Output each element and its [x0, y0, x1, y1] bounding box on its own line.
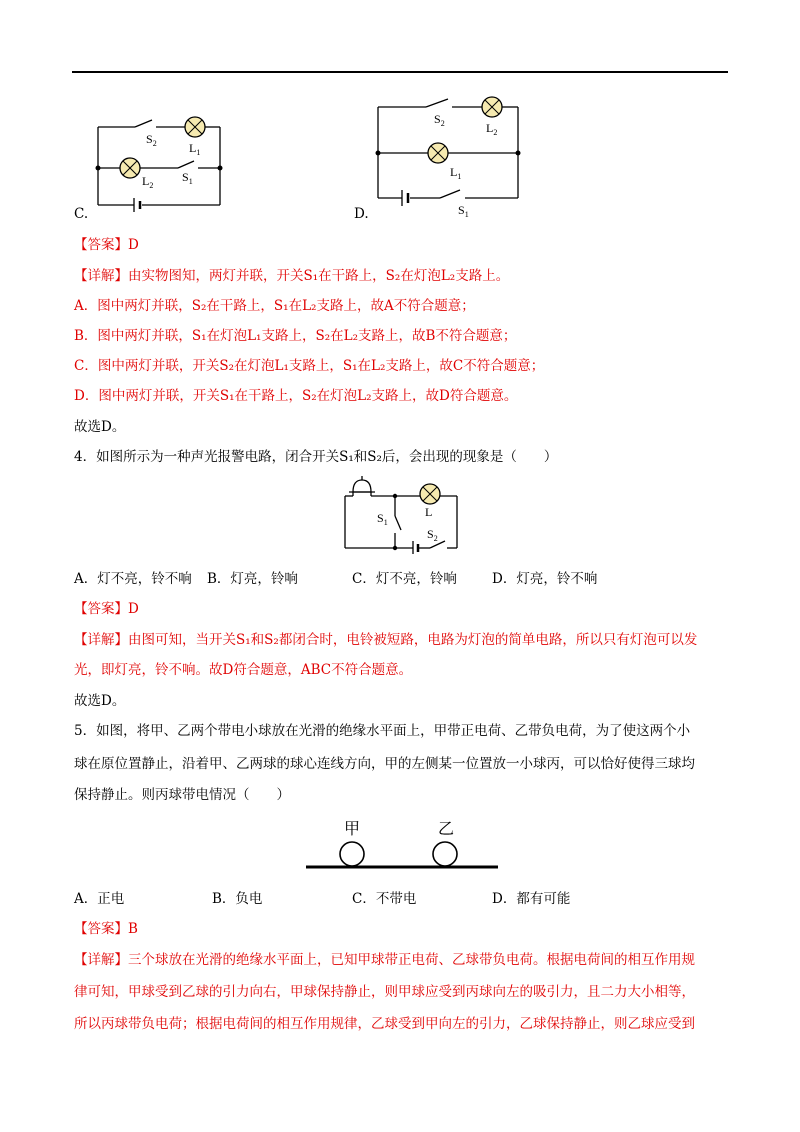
circuit-figure-d — [370, 90, 530, 220]
q5-option-a[interactable]: A．正电 — [74, 891, 125, 907]
q4-conclusion: 故选D。 — [74, 693, 126, 709]
label-yi: 乙 — [438, 821, 455, 838]
label-jia: 甲 — [344, 821, 361, 838]
q5-answer: 【答案】B — [74, 921, 138, 937]
q4-detail-line-2: 光，即灯亮，铃不响。故D符合题意，ABC不符合题意。 — [74, 662, 413, 678]
label-l1: $L_1$ — [189, 141, 201, 157]
label-l2: $L_2$ — [486, 121, 498, 137]
q4-option-b[interactable]: B．灯亮，铃响 — [207, 571, 298, 587]
q5-stem-line-2: 球在原位置静止，沿着甲、乙两球的球心连线方向，甲的左侧某一位置放一小球丙，可以恰好使得三球均 — [74, 756, 695, 772]
ball-jia — [340, 842, 364, 866]
q3-answer: 【答案】D — [74, 237, 139, 253]
q3-detail-line-a: A．图中两灯并联，S₂在干路上，S₁在L₂支路上，故A不符合题意； — [74, 298, 475, 314]
q5-stem-line-1: 5．如图，将甲、乙两个带电小球放在光滑的绝缘水平面上，甲带正电荷、乙带负电荷，为了使这两个小 — [74, 723, 691, 739]
circuit-figure-q4 — [335, 474, 465, 554]
label-l: L — [425, 505, 433, 519]
circuit-figure-c — [90, 110, 230, 215]
q5-stem-line-3: 保持静止。则丙球带电情况（ ） — [74, 787, 290, 803]
q5-option-d[interactable]: D．都有可能 — [492, 891, 571, 907]
label-l1: $L_1$ — [450, 165, 462, 181]
header-rule — [72, 71, 728, 73]
ball-yi — [433, 842, 457, 866]
label-s2: $S_2$ — [427, 527, 438, 543]
q5-option-b[interactable]: B．负电 — [212, 891, 263, 907]
q4-option-c[interactable]: C．灯不亮，铃响 — [352, 571, 457, 587]
option-d-label: D. — [354, 206, 369, 222]
label-s1: $S_1$ — [458, 203, 469, 219]
label-l2: $L_2$ — [142, 174, 154, 190]
q4-detail: 【详解】由图可知，当开关S₁和S₂都闭合时，电铃被短路，电路为灯泡的简单电路，所以只有灯泡可以发 — [74, 632, 698, 648]
q3-detail-line-b: B．图中两灯并联，S₁在灯泡L₁支路上，S₂在L₂支路上，故B不符合题意； — [74, 328, 517, 344]
q5-detail: 【详解】三个球放在光滑的绝缘水平面上，已知甲球带正电荷、乙球带负电荷。根据电荷间的相互作用规 — [74, 952, 695, 968]
q3-detail-line-c: C．图中两灯并联，开关S₂在灯泡L₁支路上，S₁在L₂支路上，故C不符合题意； — [74, 358, 545, 374]
q4-option-a[interactable]: A．灯不亮，铃不响 — [74, 571, 192, 587]
q3-detail: 【详解】由实物图知，两灯并联，开关S₁在干路上，S₂在灯泡L₂支路上。 — [74, 268, 510, 284]
q5-detail-line-3: 所以丙球带负电荷；根据电荷间的相互作用规律，乙球受到甲向左的引力，乙球保持静止，则乙球应受到 — [74, 1016, 695, 1032]
label-s2: $S_2$ — [146, 132, 157, 148]
q4-option-d[interactable]: D．灯亮，铃不响 — [492, 571, 598, 587]
q5-option-c[interactable]: C．不带电 — [352, 891, 417, 907]
q5-detail-line-2: 律可知，甲球受到乙球的引力向右，甲球保持静止，则甲球应受到丙球向左的吸引力，且二力大小相等， — [74, 984, 695, 1000]
q3-conclusion: 故选D。 — [74, 419, 126, 435]
balls-figure-q5 — [300, 812, 505, 874]
q4-stem: 4．如图所示为一种声光报警电路，闭合开关S₁和S₂后，会出现的现象是（ ） — [74, 449, 558, 465]
q3-detail-line-d: D．图中两灯并联，开关S₁在干路上，S₂在灯泡L₂支路上，故D符合题意。 — [74, 388, 518, 404]
label-s2: $S_2$ — [434, 112, 445, 128]
label-s1: $S_1$ — [377, 511, 388, 527]
q4-answer: 【答案】D — [74, 601, 139, 617]
option-c-label: C. — [74, 206, 89, 222]
label-s1: $S_1$ — [182, 170, 193, 186]
